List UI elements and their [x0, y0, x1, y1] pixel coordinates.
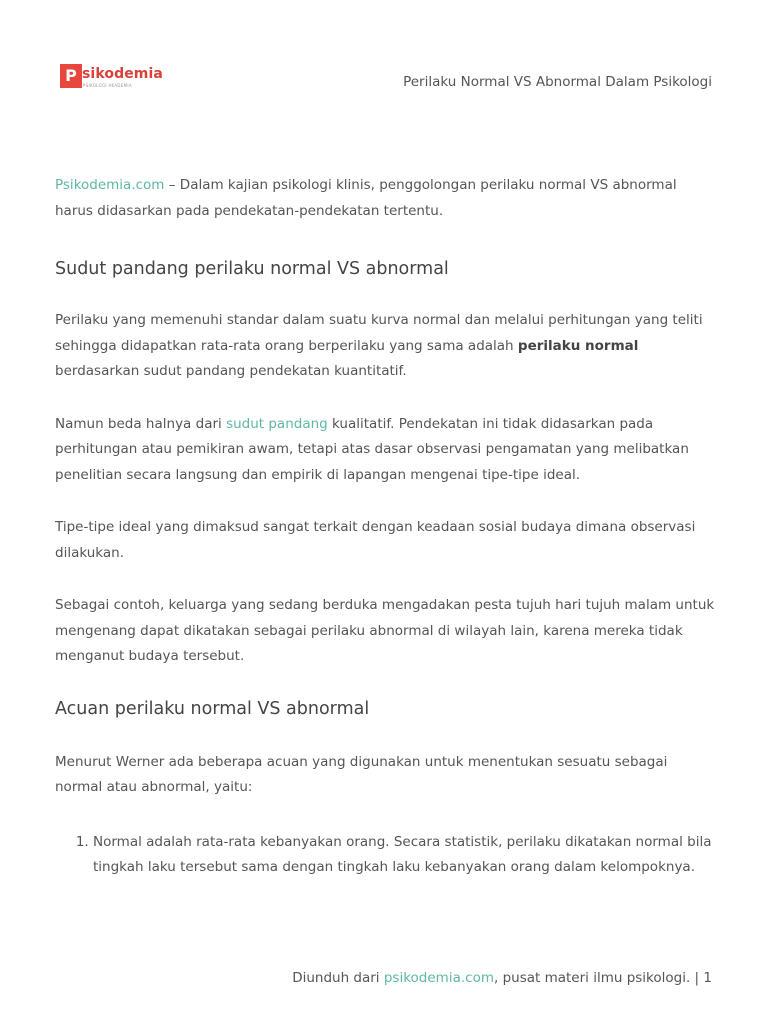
footer-before: Diunduh dari [292, 970, 384, 986]
p2-after: kualitatif. Pendekatan ini tidak didasarkan pada perhitungan atau pemikiran awam, tetapi atas dasar observasi pengamatan yang melibatkan penelitian secara langsung dan empirik di lapangan mengenai tipe-tipe ideal. [55, 415, 689, 483]
section2-heading: Acuan perilaku normal VS abnormal [55, 698, 370, 719]
footer-link[interactable]: psikodemia.com [383, 970, 494, 986]
logo-text: sikodemia [82, 66, 163, 82]
p2-before: Namun beda halnya dari [55, 415, 227, 432]
p1-after: berdasarkan sudut pandang pendekatan kuantitatif. [55, 363, 407, 379]
section2-intro: Menurut Werner ada beberapa acuan yang digunakan untuk menentukan sesuatu sebagai normal atau abnormal, yaitu: [55, 753, 668, 795]
section1-paragraph-2 [55, 412, 715, 489]
header-title: Perilaku Normal VS Abnormal Dalam Psikologi [403, 74, 712, 90]
document-body [55, 173, 715, 881]
sudut-pandang-link[interactable]: sudut pandang [226, 415, 328, 432]
logo-box: P [60, 64, 82, 88]
section1-paragraph-3: Tipe-tipe ideal yang dimaksud sangat terkait dengan keadaan sosial budaya dimana observasi dilakukan. [55, 519, 696, 561]
logo-tagline: PSIKOLOGI AKADEMIA [83, 83, 132, 88]
section1-paragraph-1 [55, 308, 715, 385]
p1-before: Perilaku yang memenuhi standar dalam suatu kurva normal dan melalui perhitungan yang teliti sehingga didapatkan rata-rata orang berperilaku yang sama adalah [55, 312, 703, 354]
p1-bold: perilaku normal [517, 337, 639, 354]
footer [292, 970, 712, 986]
psikodemia-logo[interactable] [60, 64, 163, 92]
footer-after: , pusat materi ilmu psikologi. | 1 [493, 970, 712, 986]
intro-text: – Dalam kajian psikologi klinis, penggolongan perilaku normal VS abnormal harus didasarkan pada pendekatan-pendekatan tertentu. [55, 177, 677, 219]
criteria-list [55, 830, 715, 881]
intro-link[interactable]: Psikodemia.com [55, 177, 165, 193]
section1-heading: Sudut pandang perilaku normal VS abnormal [55, 259, 449, 279]
section1-paragraph-4: Sebagai contoh, keluarga yang sedang berduka mengadakan pesta tujuh hari tujuh malam untuk mengenang dapat dikatakan sebagai perilaku abnormal di wilayah lain, karena mereka tidak menganut budaya tersebut. [55, 597, 715, 664]
intro-paragraph [55, 173, 715, 224]
list-item: 1. Normal adalah rata-rata kebanyakan orang. Secara statistik, perilaku dikatakan normal bila tingkah laku tersebut sama dengan tingkah laku kebanyakan orang dalam kelompoknya. [93, 830, 715, 881]
